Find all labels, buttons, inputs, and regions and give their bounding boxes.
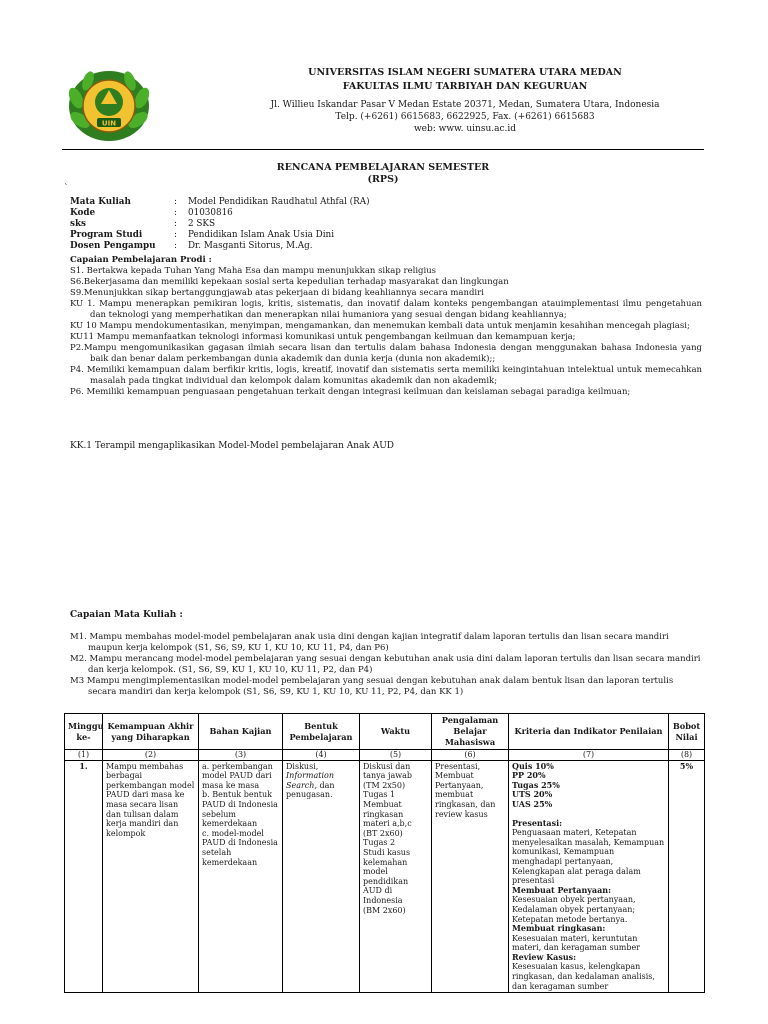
doc-title: RENCANA PEMBELAJARAN SEMESTER (276, 162, 490, 173)
address: Jl. Willieu Iskandar Pasar V Medan Estate 20371, Medan, Sumatera Utara, Indonesia (270, 100, 660, 110)
cell-minggu: 1. (65, 760, 103, 993)
info-row-code (70, 208, 370, 219)
table-header-row (65, 714, 705, 750)
score-item: UTS 20% (512, 789, 553, 800)
col-header: Waktu (360, 714, 432, 750)
cell-kriteria (509, 760, 669, 993)
info-value: Pendidikan Islam Anak Usia Dini (188, 230, 335, 240)
score-item: UAS 25% (512, 798, 553, 809)
stray-mark: ` (64, 184, 69, 194)
col-number: (6) (432, 750, 509, 761)
kriteria-detail: Presentasi: (512, 817, 563, 828)
info-row-course (70, 197, 370, 208)
cmk-item: M3 Mampu mengimplementasikan model-model pembelajaran yang sesuai dengan kebutuhan anak dalam bentuk lisan dan laporan tertulis secara mandiri dan kerja kelompok (S1, S6, S9, KU 1, KU 10, KU 11, P2, P4, dan KK 1) (70, 676, 674, 697)
info-colon: : (174, 197, 177, 207)
cell-pengalaman: Presentasi, Membuat Pertanyaan, membuat ringkasan, dan review kasus (432, 760, 509, 993)
bentuk-italic: Information Search, (286, 771, 335, 790)
kriteria-detail: Kedalaman obyek pertanyaan; (512, 904, 636, 914)
header-divider (62, 149, 704, 150)
waktu-item: Diskusi dan tanya jawab (TM 2x50) (363, 761, 412, 790)
info-row-lecturer (70, 241, 370, 252)
cpl-item: P6. Memiliki kemampuan penguasaan pengetahuan terkait dengan integrasi keilmuan dan keislaman sebagai paradiga keilmuan; (70, 387, 631, 397)
university-logo-icon (64, 68, 154, 144)
cell-bahan (199, 760, 283, 993)
logo-text: UIN (101, 119, 117, 128)
info-value: 01030816 (188, 208, 233, 218)
rps-table (64, 713, 705, 993)
cpl-item: KU 1. Mampu menerapkan pemikiran logis, kritis, sistematis, dan inovatif dalam konteks pengembangan atauimplementasi ilmu pengetahuan dan teknologi yang memperhatikan dan menerapkan nilai humaniora yang sesuai dengan bidang keahliannya; (70, 299, 702, 320)
col-header: Bobot Nilai (669, 714, 705, 750)
cpl-heading: Capaian Pembelajaran Prodi : (70, 255, 212, 265)
bahan-item: a. perkembangan model PAUD dari masa ke masa (202, 761, 273, 790)
kriteria-detail: Membuat ringkasan: (512, 923, 606, 934)
faculty-name: FAKULTAS ILMU TARBIYAH DAN KEGURUAN (342, 81, 588, 92)
col-header: Bentuk Pembelajaran (283, 714, 360, 750)
table-row (65, 760, 705, 993)
kriteria-detail: Kesesuaian kasus, kelengkapan ringkasan, dan kedalaman analisis, dan keragaman sumber (512, 962, 655, 991)
cpl-item: KU 10 Mampu mendokumentasikan, menyimpan, mengamankan, dan menemukan kembali data untuk menjamin kesahihan mencegah plagiasi; (70, 321, 690, 331)
info-colon: : (174, 219, 177, 229)
cpl-item: S6.Bekerjasama dan memiliki kepekaan sosial serta kepedulian terhadap masyarakat dan lingkungan (70, 277, 509, 287)
university-name: UNIVERSITAS ISLAM NEGERI SUMATERA UTARA MEDAN (308, 67, 622, 78)
website: web: www. uinsu.ac.id (413, 124, 517, 134)
col-header: Kriteria dan Indikator Penilaian (509, 714, 669, 750)
info-label: Mata Kuliah (70, 197, 131, 207)
bentuk-text: dan penugasan. (286, 780, 335, 800)
letterhead (0, 0, 768, 150)
cell-bentuk (283, 760, 360, 993)
score-item: PP 20% (512, 770, 546, 781)
phone: Telp. (+6261) 6615683, 6622925, Fax. (+6261) 6615683 (335, 112, 595, 122)
info-row-program (70, 230, 370, 241)
doc-subtitle: (RPS) (367, 174, 399, 185)
col-header: Minggu ke- (65, 714, 103, 750)
kriteria-detail: Kelengkapan alat peraga dalam presentasi (512, 866, 641, 886)
score-item: Quis 10% (512, 760, 554, 771)
course-learning-outcomes (70, 632, 702, 698)
waktu-item: Tugas 2 (363, 838, 396, 848)
cell-waktu (360, 760, 432, 993)
waktu-item: Tugas 1 (363, 790, 396, 800)
cmk-heading: Capaian Mata Kuliah : (70, 610, 183, 620)
kriteria-detail: Review Kasus: (512, 951, 577, 962)
kk-item: KK.1 Terampil mengaplikasikan Model-Model pembelajaran Anak AUD (70, 441, 395, 451)
info-label: Kode (70, 208, 96, 218)
kriteria-detail: Ketepatan metode bertanya. (512, 914, 628, 924)
info-value: Dr. Masganti Sitorus, M.Ag. (188, 241, 313, 251)
col-number: (3) (199, 750, 283, 761)
bahan-item: b. Bentuk bentuk PAUD di Indonesia sebelum kemerdekaan (202, 790, 278, 829)
cmk-item: M2. Mampu merancang model-model pembelajaran yang sesuai dengan kebutuhan anak usia dini dalam laporan tertulis dan lisan secara mandiri dan kerja kelompok. (S1, S6, S9, KU 1, KU 10, KU 11, P2, dan P4) (70, 654, 701, 675)
score-item: Tugas 25% (512, 779, 560, 790)
col-number: (4) (283, 750, 360, 761)
course-info (70, 197, 370, 252)
info-row-sks (70, 219, 370, 230)
cpl-item: S9.Menunjukkan sikap bertanggungjawab atas pekerjaan di bidang keahliannya secara mandiri (70, 288, 484, 298)
col-number: (1) (65, 750, 103, 761)
cell-kemampuan: Mampu membahas berbagai perkembangan model PAUD dari masa ke masa secara lisan dan tulisan dalam kerja mandiri dan kelompok (103, 760, 199, 993)
info-value: Model Pendidikan Raudhatul Athfal (RA) (188, 197, 370, 207)
info-value: 2 SKS (188, 219, 216, 229)
cpl-item: KU11 Mampu memanfaatkan teknologi informasi komunikasi untuk pengembangan keilmuan dan kemampuan kerja; (70, 332, 576, 342)
cmk-item: M1. Mampu membahas model-model pembelajaran anak usia dini dengan kajian integratif dalam laporan tertulis dan lisan secara mandiri maupun kerja kelompok (S1, S6, S9, KU 1, KU 10, KU 11, P4, dan P6) (70, 632, 669, 653)
info-colon: : (174, 230, 177, 240)
col-number: (5) (360, 750, 432, 761)
info-colon: : (174, 241, 177, 251)
col-header: Kemampuan Akhir yang Diharapkan (103, 714, 199, 750)
cpl-item: S1. Bertakwa kepada Tuhan Yang Maha Esa dan mampu menunjukkan sikap religius (70, 266, 437, 276)
program-learning-outcomes (70, 255, 702, 398)
waktu-item: (BM 2x60) (363, 905, 406, 915)
kriteria-detail: Membuat Pertanyaan: (512, 884, 612, 895)
bahan-item: c. model-model PAUD di Indonesia setelah kemerdekaan (202, 828, 278, 867)
bentuk-text: Diskusi, (286, 761, 319, 771)
info-label: Dosen Pengampu (70, 241, 156, 251)
cpl-item: P4. Memiliki kemampuan dalam berfikir kritis, logis, kreatif, inovatif dan sistematis serta memiliki keingintahuan intelektual untuk memecahkan masalah pada tingkat individual dan kelompok dalam komunitas akademik dan non akademik; (70, 365, 702, 386)
info-label: Program Studi (70, 230, 143, 240)
col-number: (2) (103, 750, 199, 761)
kriteria-detail: Kesesuaian obyek pertanyaan, (512, 895, 636, 905)
col-number: (7) (509, 750, 669, 761)
waktu-item: Studi kasus kelemahan model pendidikan AUD di Indonesia (363, 847, 411, 905)
info-colon: : (174, 208, 177, 218)
col-number: (8) (669, 750, 705, 761)
column-number-row (65, 750, 705, 761)
waktu-item: Membuat ringkasan materi a,b,c (363, 799, 412, 829)
col-header: Pengalaman Belajar Mahasiswa (432, 714, 509, 750)
kriteria-detail: Penguasaan materi, Ketepatan menyelesaikan masalah, Kemampuan komunikasi, Kemampuan menghadapi pertanyaan, (512, 828, 665, 866)
cpl-item: P2.Mampu mengomunikasikan gagasan ilmiah secara lisan dan tertulis dalam bahasa Indonesia dengan menggunakan bahasa Indonesia yang baik dan benar dalam perkembangan dunia akademik dan dunia kerja (dunia non akademik);; (70, 343, 702, 364)
info-label: sks (70, 219, 87, 229)
waktu-item: (BT 2x60) (363, 828, 403, 838)
cell-bobot: 5% (669, 760, 705, 993)
kriteria-detail: Kesesuaian materi, keruntutan materi, dan keragaman sumber (512, 933, 640, 953)
col-header: Bahan Kajian (199, 714, 283, 750)
